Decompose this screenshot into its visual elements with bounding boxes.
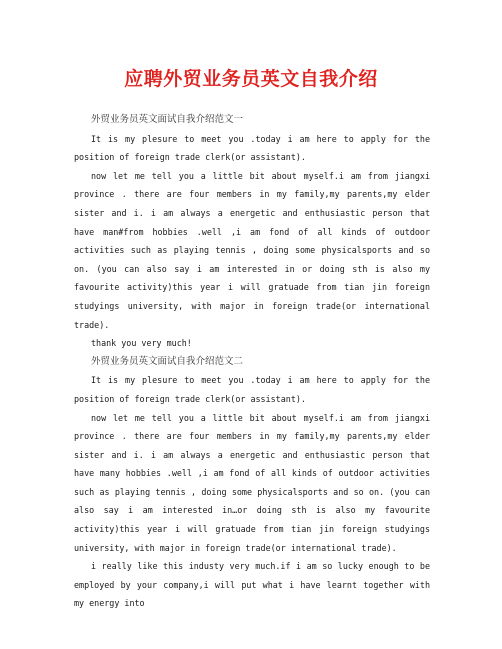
document-body xyxy=(74,111,430,613)
paragraph: i really like this industy very much.if i am so lucky enough to be employed by your company,i will put what i have learnt together with my energy into xyxy=(74,561,430,609)
paragraph: now let me tell you a little bit about myself.i am from jiangxi province . there are four members in my family,my parents,my elder sister and i. i am always a energetic and enthusiastic person that have many hobbies .well ,i am fond of all kinds of outdoor activities such as playing tennis , doing some physicalsports and so on. (you can also say i am interested in…or doing sth is also my favourite activity)this year i will gratuade from tian jin foreign studyings university, with major in foreign trade(or international trade). xyxy=(74,412,430,553)
section-heading-2: 外贸业务员英文面试自我介绍范文二 xyxy=(91,355,244,367)
paragraph: It is my plesure to meet you .today i am here to apply for the position of foreign trade clerk(or assistant). xyxy=(74,133,430,163)
paragraph: thank you very much! xyxy=(91,338,192,349)
section-heading-1: 外贸业务员英文面试自我介绍范文一 xyxy=(91,114,244,125)
document-title: 应聘外贸业务员英文自我介绍 xyxy=(124,68,378,90)
paragraph: now let me tell you a little bit about myself.i am from jiangxi province . there are four members in my family,my parents,my elder sister and i. i am always a energetic and enthusiastic person that have man#from hobbies .well ,i am fond of all kinds of outdoor activities such as playing tennis , doing some physicalsports and so on. (you can also say i am interested in or doing sth is also my favourite activity)this year i will gratuade from tian jin foreign studyings university, with major in foreign trade(or international trade). xyxy=(74,170,430,330)
paragraph: It is my plesure to meet you .today i am here to apply for the position of foreign trade clerk(or assistant). xyxy=(74,375,430,404)
